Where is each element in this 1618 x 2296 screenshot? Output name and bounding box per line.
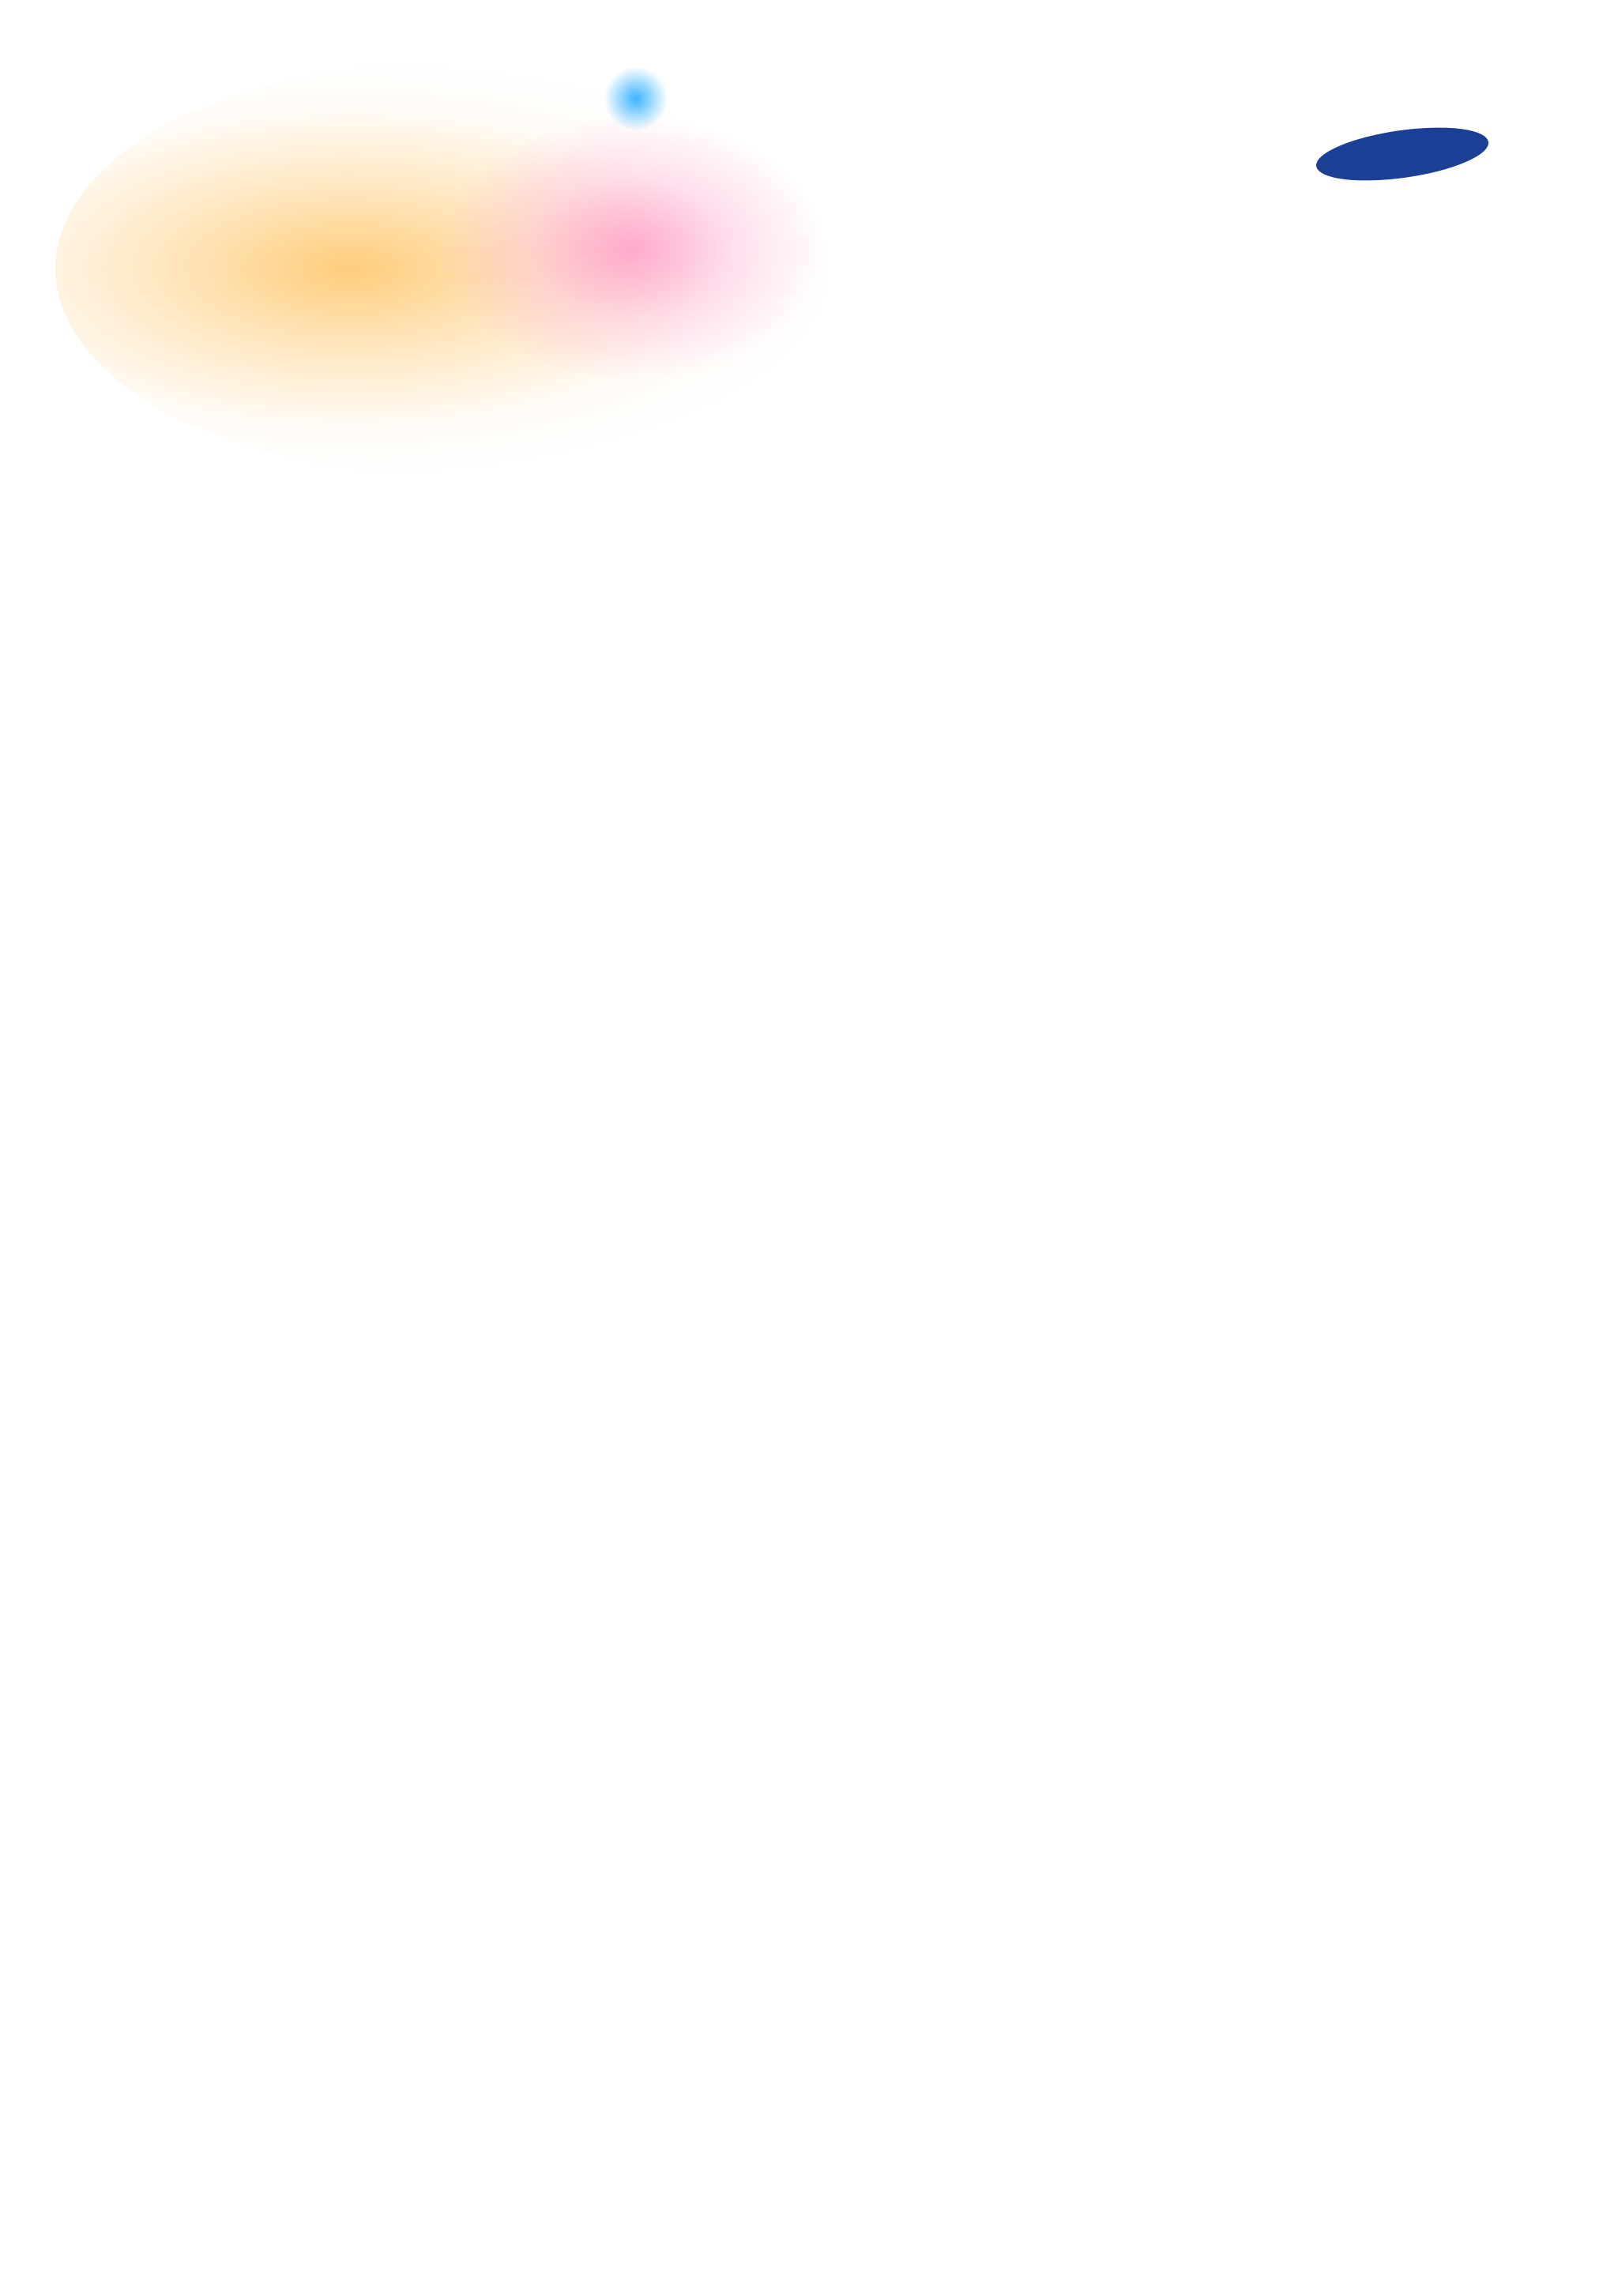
header-glow-blue xyxy=(604,67,668,130)
samsung-logo xyxy=(1313,125,1492,183)
header-glow-pink xyxy=(442,119,822,379)
header-glow-orange xyxy=(55,63,830,474)
